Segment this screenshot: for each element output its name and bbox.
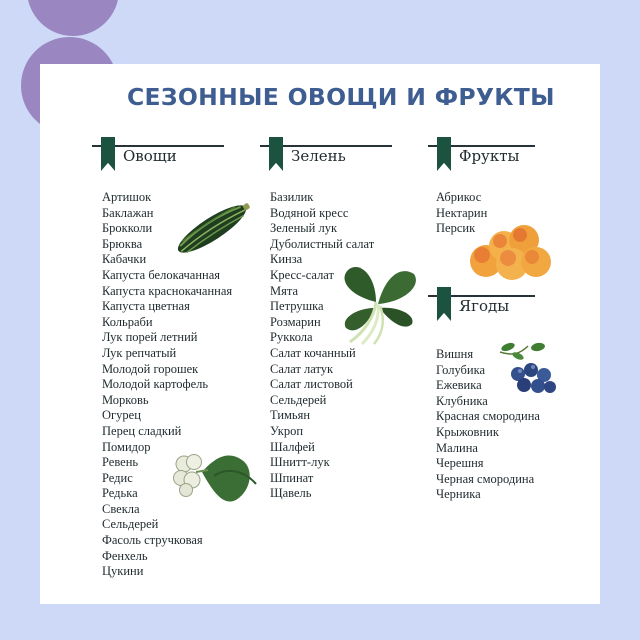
blueberries-illustration — [498, 338, 558, 398]
card-bottom-area — [255, 560, 570, 598]
list-item: Фенхель — [102, 548, 148, 563]
list-item: Салат кочанный — [270, 345, 356, 360]
category-title-greens: Зелень — [291, 147, 346, 165]
list-item: Розмарин — [270, 314, 321, 329]
list-item: Кинза — [270, 252, 303, 267]
list-item: Сельдерей — [270, 392, 327, 407]
turnips-illustration — [168, 450, 260, 512]
bookmark-icon — [437, 287, 451, 321]
list-item: Щавель — [270, 486, 312, 501]
list-item: Тимьян — [270, 408, 311, 423]
list-item: Сельдерей — [102, 517, 159, 532]
list-item: Абрикос — [436, 190, 482, 204]
list-item: Капуста белокачанная — [102, 267, 221, 282]
zucchini-illustration — [168, 196, 256, 262]
list-item: Черная смородина — [436, 471, 535, 486]
category-header-berries — [428, 287, 535, 327]
list-item: Шпинат — [270, 470, 314, 485]
list-item: Красная смородина — [436, 409, 540, 424]
bookmark-icon — [269, 137, 283, 171]
list-item: Петрушка — [270, 299, 324, 314]
list-item: Персик — [436, 221, 476, 236]
list-item: Укроп — [270, 423, 304, 438]
list-item: Баклажан — [102, 205, 154, 220]
list-item: Малина — [436, 440, 478, 455]
chard-illustration — [330, 262, 422, 346]
list-item: Дуболистный салат — [270, 236, 375, 251]
list-item: Водяной кресс — [270, 205, 349, 220]
list-item: Молодой горошек — [102, 361, 199, 376]
list-item: Руккола — [270, 330, 313, 345]
category-title-berries: Ягоды — [459, 297, 510, 315]
list-item: Редька — [102, 486, 138, 501]
category-header-greens — [260, 137, 392, 177]
list-item: Нектарин — [436, 205, 488, 220]
list-item: Шалфей — [270, 439, 315, 454]
list-item: Лук порей летний — [102, 330, 198, 345]
list-item: Капуста краснокачанная — [102, 283, 233, 298]
peaches-illustration — [468, 224, 554, 282]
list-item: Молодой картофель — [102, 377, 209, 392]
list-item: Брюква — [102, 236, 143, 251]
list-item: Перец сладкий — [102, 423, 182, 438]
list-item: Фасоль стручковая — [102, 533, 203, 548]
list-item: Помидор — [102, 439, 151, 454]
list-item: Салат латук — [270, 361, 334, 376]
list-item: Огурец — [102, 408, 141, 423]
list-item: Капуста цветная — [102, 299, 190, 314]
list-item: Кабачки — [102, 252, 147, 267]
bookmark-icon — [101, 137, 115, 171]
page-title: СЕЗОННЫЕ ОВОЩИ И ФРУКТЫ — [127, 83, 555, 111]
list-item: Черешня — [436, 456, 484, 471]
list-item: Клубника — [436, 393, 488, 408]
list-item: Брокколи — [102, 221, 153, 236]
list-item: Зеленый лук — [270, 221, 338, 236]
list-item: Артишок — [102, 190, 152, 204]
category-title-vegetables: Овощи — [123, 147, 177, 165]
list-item: Ревень — [102, 455, 139, 470]
list-item: Салат листовой — [270, 377, 353, 392]
list-item: Черника — [436, 487, 481, 502]
list-item: Цукини — [102, 564, 144, 579]
list-item: Свекла — [102, 501, 140, 516]
bookmark-icon — [437, 137, 451, 171]
list-item: Вишня — [436, 347, 474, 361]
list-item: Голубика — [436, 362, 486, 377]
list-item: Лук репчатый — [102, 345, 177, 360]
category-title-fruits: Фрукты — [459, 147, 520, 165]
list-item: Кольраби — [102, 314, 153, 329]
list-item: Редис — [102, 470, 133, 485]
list-item: Кресс-салат — [270, 267, 334, 282]
list-item: Шнитт-лук — [270, 455, 330, 470]
list-item: Мята — [270, 283, 299, 298]
list-item: Морковь — [102, 392, 149, 407]
list-item: Крыжовник — [436, 424, 499, 439]
decor-circle-top — [27, 0, 119, 36]
list-item: Ежевика — [436, 378, 482, 393]
category-header-vegetables — [92, 137, 224, 177]
category-header-fruits — [428, 137, 535, 177]
list-item: Базилик — [270, 190, 314, 204]
